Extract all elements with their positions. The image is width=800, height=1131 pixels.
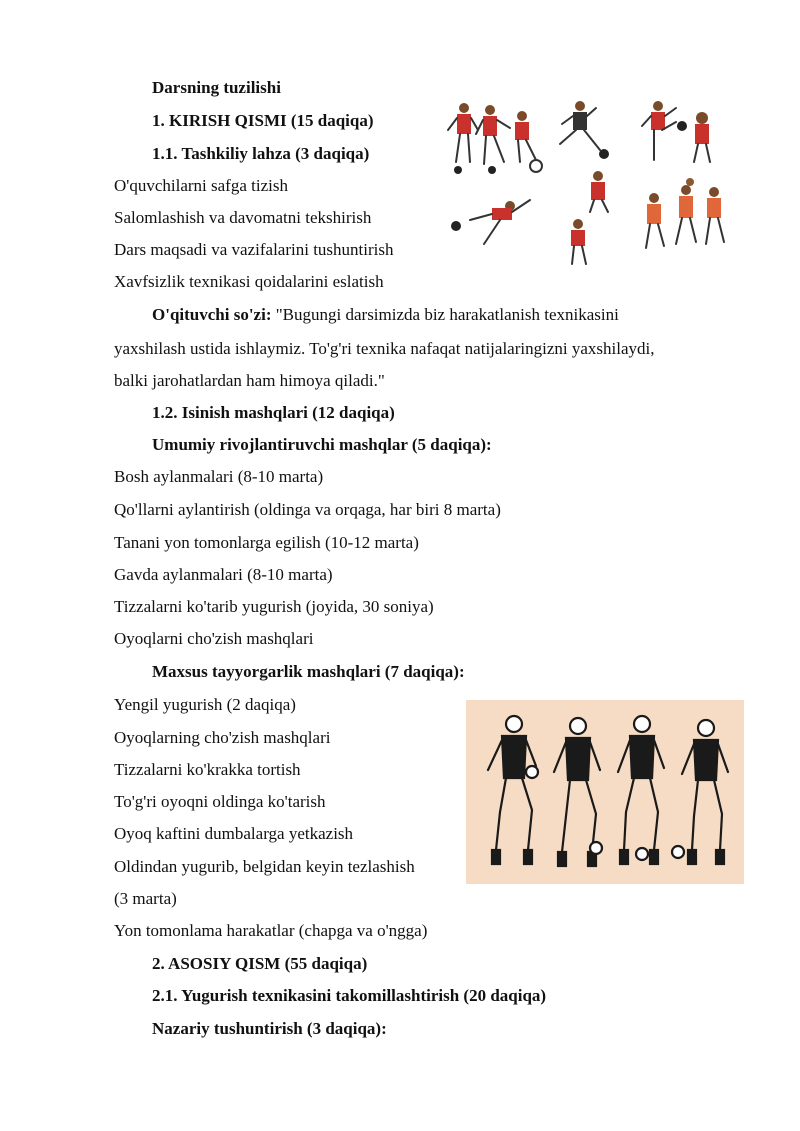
list-item: Oyoq kaftini dumbalarga yetkazish xyxy=(114,824,354,843)
heading-warmup: 1.2. Isinish mashqlari (12 daqiqa) xyxy=(152,403,395,422)
list-item: Qo'llarni aylantirish (oldinga va orqaga, har biri 8 marta) xyxy=(114,500,501,519)
heading-general-exercises: Umumiy rivojlantiruvchi mashqlar (5 daqiqa): xyxy=(152,435,492,454)
list-item: Xavfsizlik texnikasi qoidalarini eslatish xyxy=(114,272,384,291)
list-item: Yengil yugurish (2 daqiqa) xyxy=(114,695,296,714)
list-item: Tizzalarni ko'krakka tortish xyxy=(114,760,301,779)
list-item: (3 marta) xyxy=(114,889,177,908)
teacher-quote-line: yaxshilash ustida ishlaymiz. To'g'ri texnika nafaqat natijalaringizni yaxshilaydi, xyxy=(114,339,655,358)
teacher-quote-line xyxy=(152,304,619,326)
list-item: Bosh aylanmalari (8-10 marta) xyxy=(114,467,324,486)
heading-intro: 1. KIRISH QISMI (15 daqiqa) xyxy=(152,111,374,130)
list-item: Oyoqlarni cho'zish mashqlari xyxy=(114,629,314,648)
list-item: Dars maqsadi va vazifalarini tushuntirish xyxy=(114,240,394,259)
list-item: Oyoqlarning cho'zish mashqlari xyxy=(114,728,331,747)
list-item: O'quvchilarni safga tizish xyxy=(114,176,288,195)
heading-running-technique: 2.1. Yugurish texnikasini takomillashtirish (20 daqiqa) xyxy=(152,986,547,1005)
list-item: Tanani yon tomonlarga egilish (10-12 marta) xyxy=(114,533,419,552)
list-item: Oldindan yugurib, belgidan keyin tezlashish xyxy=(114,857,415,876)
football-players-illustration xyxy=(440,96,742,266)
heading-theory: Nazariy tushuntirish (3 daqiqa): xyxy=(152,1019,387,1038)
teacher-label: O'qituvchi so'zi: xyxy=(152,305,272,324)
kicking-sequence-illustration xyxy=(466,700,744,884)
list-item: Gavda aylanmalari (8-10 marta) xyxy=(114,565,333,584)
list-item: Salomlashish va davomatni tekshirish xyxy=(114,208,372,227)
list-item: To'g'ri oyoqni oldinga ko'tarish xyxy=(114,792,326,811)
heading-organization: 1.1. Tashkiliy lahza (3 daqiqa) xyxy=(152,144,370,163)
heading-special-exercises: Maxsus tayyorgarlik mashqlari (7 daqiqa): xyxy=(152,662,465,681)
heading-main-part: 2. ASOSIY QISM (55 daqiqa) xyxy=(152,954,368,973)
teacher-quote-text: "Bugungi darsimizda biz harakatlanish texnikasini xyxy=(271,305,619,324)
list-item: Yon tomonlama harakatlar (chapga va o'ngga) xyxy=(114,921,428,940)
list-item: Tizzalarni ko'tarib yugurish (joyida, 30 soniya) xyxy=(114,597,434,616)
section-title: Darsning tuzilishi xyxy=(152,78,281,97)
teacher-quote-line: balki jarohatlardan ham himoya qiladi." xyxy=(114,371,385,390)
